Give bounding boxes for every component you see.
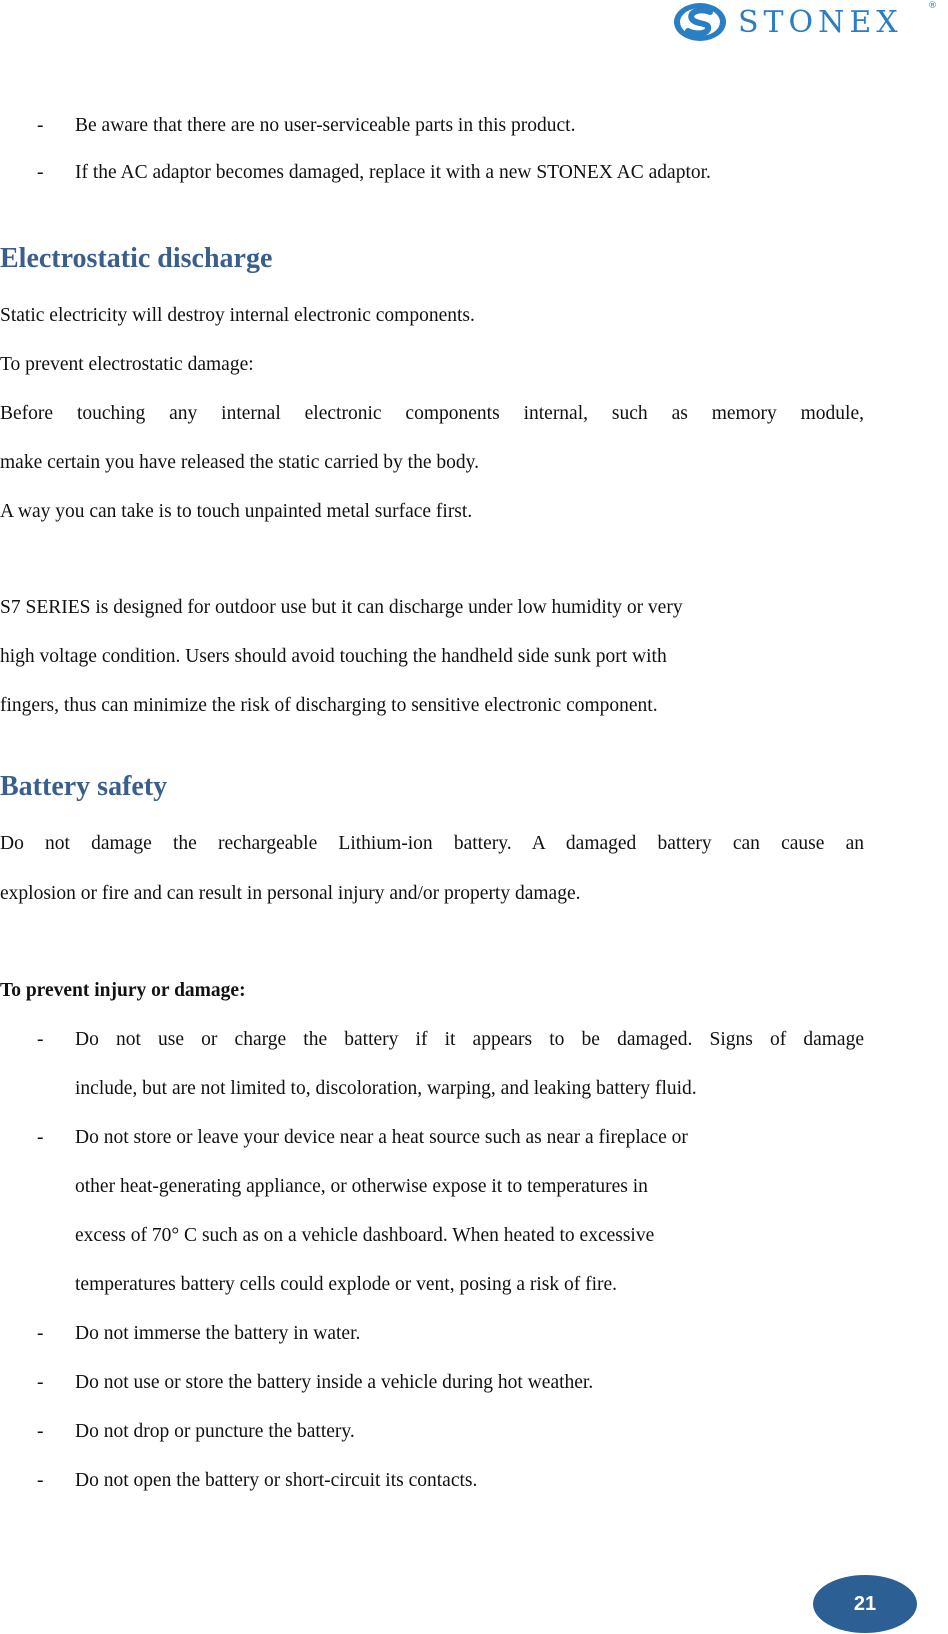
battery-bullet-1b: include, but are not limited to, discoloration, warping, and leaking battery fluid. bbox=[75, 1078, 697, 1099]
stonex-logo bbox=[670, 0, 940, 46]
bullet-mark: - bbox=[37, 1029, 44, 1050]
battery-line-1b: explosion or fire and can result in personal injury and/or property damage. bbox=[0, 883, 581, 904]
esd-line-1: Static electricity will destroy internal electronic components. bbox=[0, 305, 475, 326]
bullet-mark: - bbox=[37, 162, 44, 183]
page-number-badge: 21 bbox=[813, 1575, 917, 1633]
esd-paragraph-b: high voltage condition. Users should avoid touching the handheld side sunk port with bbox=[0, 646, 667, 667]
bullet-mark: - bbox=[37, 1470, 44, 1491]
bullet-mark: - bbox=[37, 1372, 44, 1393]
battery-subheading: To prevent injury or damage: bbox=[0, 980, 246, 1001]
registered-mark: ® bbox=[928, 1, 937, 11]
brand-name: STONEX bbox=[738, 5, 903, 40]
battery-bullet-2d: temperatures battery cells could explode or vent, posing a risk of fire. bbox=[75, 1274, 618, 1295]
bullet-mark: - bbox=[37, 1421, 44, 1442]
battery-bullet-2c: excess of 70° C such as on a vehicle dashboard. When heated to excessive bbox=[75, 1225, 655, 1246]
bullet-mark: - bbox=[37, 1127, 44, 1148]
battery-bullet-2a: Do not store or leave your device near a heat source such as near a fireplace or bbox=[75, 1127, 688, 1148]
battery-bullet-3: Do not immerse the battery in water. bbox=[75, 1323, 361, 1344]
battery-bullet-2b: other heat-generating appliance, or otherwise expose it to temperatures in bbox=[75, 1176, 648, 1197]
esd-line-3a: Before touching any internal electronic components internal, such as memory module, bbox=[0, 403, 864, 424]
heading-electrostatic-discharge: Electrostatic discharge bbox=[0, 243, 273, 274]
esd-paragraph-a: S7 SERIES is designed for outdoor use but it can discharge under low humidity or very bbox=[0, 597, 683, 618]
esd-line-2: To prevent electrostatic damage: bbox=[0, 354, 254, 375]
esd-paragraph-c: fingers, thus can minimize the risk of discharging to sensitive electronic component. bbox=[0, 695, 658, 716]
battery-bullet-5: Do not drop or puncture the battery. bbox=[75, 1421, 355, 1442]
esd-line-3b: make certain you have released the static carried by the body. bbox=[0, 452, 479, 473]
battery-bullet-4: Do not use or store the battery inside a vehicle during hot weather. bbox=[75, 1372, 594, 1393]
bullet-mark: - bbox=[37, 115, 44, 136]
battery-bullet-1a: Do not use or charge the battery if it appears to be damaged. Signs of damage bbox=[75, 1029, 864, 1050]
esd-line-4: A way you can take is to touch unpainted metal surface first. bbox=[0, 501, 473, 522]
bullet-mark: - bbox=[37, 1323, 44, 1344]
heading-battery-safety: Battery safety bbox=[0, 771, 168, 802]
intro-bullet-2: If the AC adaptor becomes damaged, replace it with a new STONEX AC adaptor. bbox=[75, 162, 711, 183]
intro-bullet-1: Be aware that there are no user-serviceable parts in this product. bbox=[75, 115, 576, 136]
battery-bullet-6: Do not open the battery or short-circuit its contacts. bbox=[75, 1470, 478, 1491]
battery-line-1a: Do not damage the rechargeable Lithium-ion battery. A damaged battery can cause an bbox=[0, 833, 864, 854]
